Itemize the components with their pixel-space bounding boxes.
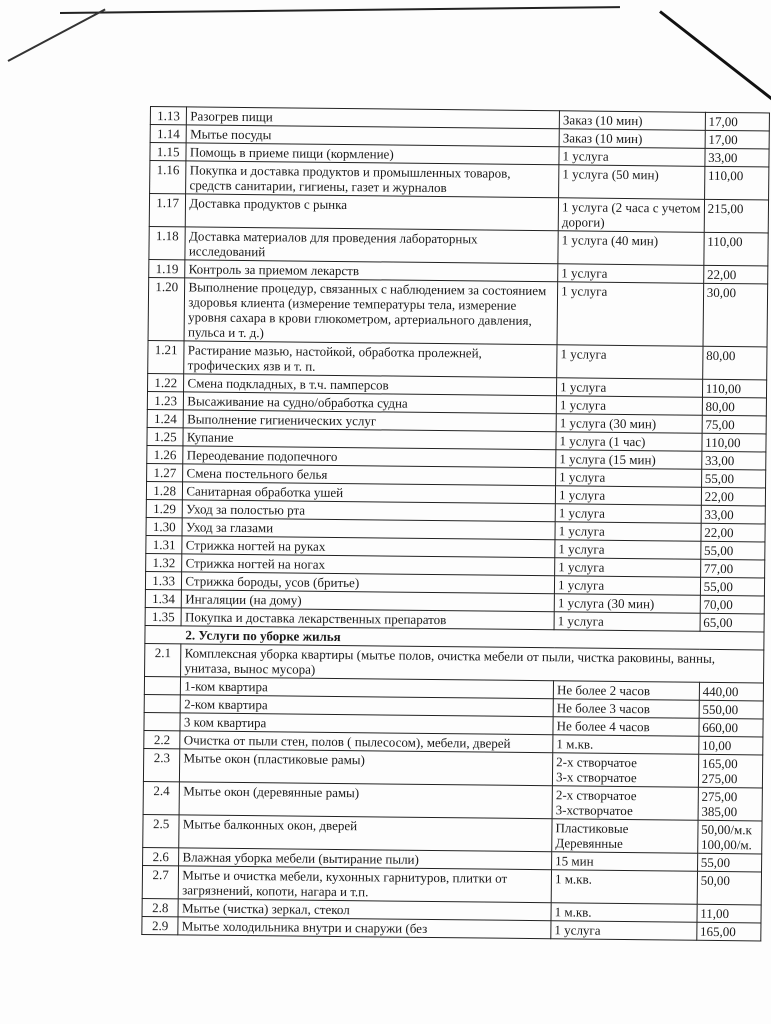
price-line: 165,00 bbox=[700, 923, 736, 940]
row-price bbox=[697, 853, 761, 872]
row-number: 1.31 bbox=[146, 535, 183, 553]
price-list-sheet bbox=[141, 106, 770, 941]
row-unit: 1 услуга bbox=[554, 612, 700, 632]
row-price: 22,00 bbox=[701, 523, 765, 542]
row-number: 1.14 bbox=[150, 125, 187, 143]
row-number: 2.1 bbox=[145, 643, 182, 676]
row-number: 1.33 bbox=[145, 571, 182, 589]
sub-price: 440,00 bbox=[699, 682, 763, 701]
sub-name: 2-ком квартира bbox=[181, 695, 554, 717]
row-price bbox=[698, 787, 763, 821]
row-name: Мытье посуды bbox=[187, 125, 560, 147]
row-name: Мытье окон (деревянные рамы) bbox=[179, 782, 552, 819]
row-unit: Заказ (10 мин) bbox=[559, 111, 705, 131]
row-price bbox=[698, 754, 763, 788]
row-unit bbox=[552, 786, 698, 821]
row-unit: Заказ (10 мин) bbox=[559, 129, 705, 149]
row-2-1 bbox=[144, 643, 764, 736]
row-number: 1.22 bbox=[148, 373, 185, 391]
row-unit: 1 услуга bbox=[558, 264, 704, 284]
price-line: 11,00 bbox=[700, 905, 730, 922]
row-name: Влажная уборка мебели (вытирание пыли) bbox=[179, 848, 552, 870]
row-unit: 1 услуга bbox=[555, 522, 701, 542]
row-name: Уход за глазами bbox=[182, 518, 555, 540]
row-number: 2.6 bbox=[143, 847, 180, 865]
row-number-empty bbox=[144, 712, 181, 730]
row-number: 2.8 bbox=[142, 898, 179, 916]
row-price: 110,00 bbox=[704, 232, 769, 266]
unit-line: 3-хстворчатое bbox=[555, 802, 633, 819]
row-unit: 1 услуга (30 мин) bbox=[554, 594, 700, 614]
section-2-body bbox=[142, 730, 763, 940]
row-unit: 1 услуга bbox=[557, 282, 703, 347]
row-price bbox=[697, 904, 761, 923]
price-line: 275,00 bbox=[701, 770, 738, 787]
price-line: 165,00 bbox=[701, 755, 738, 772]
row-unit: 1 услуга bbox=[556, 396, 702, 416]
row-unit: 1 услуга (40 мин) bbox=[558, 231, 704, 266]
sub-unit: Не более 2 часов bbox=[553, 681, 699, 701]
row-price: 110,00 bbox=[702, 433, 766, 452]
price-line: 10,00 bbox=[701, 737, 732, 754]
row-price bbox=[697, 922, 761, 941]
row-number: 1.23 bbox=[147, 391, 184, 409]
row-name: Выполнение гигиенических услуг bbox=[184, 410, 557, 432]
row-unit bbox=[552, 819, 698, 854]
row-unit: 1 услуга bbox=[555, 504, 701, 524]
row-name: Разогрев пищи bbox=[187, 107, 560, 129]
row-price: 75,00 bbox=[702, 415, 766, 434]
row-unit bbox=[552, 852, 698, 872]
row-name: Комплексная уборка квартиры (мытье полов, очистка мебели от пыли, чистка раковины, ванны, унитаза, вынос мусора) bbox=[181, 644, 764, 683]
row-number: 2.5 bbox=[143, 814, 180, 847]
row-name: Мытье балконных окон, дверей bbox=[179, 815, 552, 852]
row-number: 1.32 bbox=[146, 553, 183, 571]
row-price: 80,00 bbox=[702, 346, 767, 380]
row-number: 1.29 bbox=[146, 499, 183, 517]
row-number: 1.35 bbox=[145, 607, 182, 625]
row-number: 1.21 bbox=[148, 340, 185, 373]
row-price: 33,00 bbox=[701, 505, 765, 524]
price-line: 50,00 bbox=[700, 872, 730, 889]
row-unit: 1 услуга bbox=[554, 576, 700, 596]
sub-price: 550,00 bbox=[699, 700, 763, 719]
row-price: 33,00 bbox=[701, 451, 765, 470]
row-number-empty bbox=[144, 694, 181, 712]
unit-line: 1 услуга bbox=[554, 922, 601, 938]
row-unit: 1 услуга (15 мин) bbox=[556, 450, 702, 470]
unit-line: 15 мин bbox=[555, 853, 594, 869]
scan-edge-top bbox=[60, 6, 620, 14]
unit-line: 1 м.кв. bbox=[554, 904, 592, 920]
row-name: Контроль за приемом лекарств bbox=[185, 260, 558, 282]
row-number-empty bbox=[144, 676, 181, 694]
row-name: Покупка и доставка лекарственных препаратов bbox=[181, 608, 554, 630]
row-name: Очистка от пыли стен, полов ( пылесосом), мебели, дверей bbox=[180, 731, 553, 753]
row-name: Мытье холодильника внутри и снаружи (без bbox=[178, 917, 551, 939]
row-price: 70,00 bbox=[700, 595, 764, 614]
unit-line: 1 м.кв. bbox=[554, 871, 593, 887]
row-price: 215,00 bbox=[704, 199, 769, 233]
row-unit: 1 услуга bbox=[556, 468, 702, 488]
section-2-title: 2. Услуги по уборке жилья bbox=[145, 625, 764, 649]
price-table bbox=[141, 106, 770, 941]
row-price: 55,00 bbox=[701, 469, 765, 488]
row-number: 1.24 bbox=[147, 409, 184, 427]
row-number: 2.4 bbox=[143, 781, 180, 814]
row-price: 22,00 bbox=[703, 265, 767, 284]
row-name: Стрижка ногтей на руках bbox=[182, 536, 555, 558]
price-line: 385,00 bbox=[701, 803, 738, 820]
sub-unit: Не более 3 часов bbox=[553, 699, 699, 719]
row-name: Доставка продуктов с рынка bbox=[186, 194, 559, 231]
row-name: Купание bbox=[183, 428, 556, 450]
row-unit: 1 услуга (2 часа с учетом дороги) bbox=[558, 198, 704, 233]
sub-name: 1-ком квартира bbox=[181, 677, 554, 699]
row-price: 22,00 bbox=[701, 487, 765, 506]
row-price: 80,00 bbox=[702, 397, 766, 416]
scan-edge-left bbox=[8, 8, 106, 61]
row-name: Уход за полостью рта bbox=[183, 500, 556, 522]
unit-line: Пластиковые bbox=[555, 820, 629, 837]
row-unit bbox=[552, 753, 698, 788]
row-name: Доставка материалов для проведения лабораторных исследований bbox=[185, 227, 558, 264]
row-unit: 1 услуга bbox=[559, 147, 705, 167]
row-unit bbox=[551, 903, 697, 923]
unit-line: 3-х створчатое bbox=[555, 769, 637, 786]
price-line: 275,00 bbox=[701, 788, 738, 805]
row-name: Мытье и очистка мебели, кухонных гарнитуров, плитки от загрязнений, копоти, нагара и т.п. bbox=[179, 866, 552, 903]
row-unit: 1 услуга (30 мин) bbox=[556, 414, 702, 434]
row-name: Санитарная обработка ушей bbox=[183, 482, 556, 504]
row-unit: 1 услуга bbox=[555, 558, 701, 578]
row-name: Растирание мазью, настойкой, обработка пролежней, трофических язв и т. п. bbox=[184, 341, 557, 378]
row-price: 17,00 bbox=[705, 112, 769, 131]
price-line: 100,00/м. bbox=[700, 836, 752, 853]
section-1-body bbox=[145, 107, 769, 632]
row-name: Ингаляции (на дому) bbox=[182, 590, 555, 612]
row-name: Мытье окон (пластиковые рамы) bbox=[180, 749, 553, 786]
row-unit: 1 услуга (50 мин) bbox=[559, 165, 705, 200]
row-price: 33,00 bbox=[705, 148, 769, 167]
row-price bbox=[697, 871, 762, 905]
row-number: 2.7 bbox=[142, 865, 179, 898]
row-unit: 1 услуга bbox=[557, 345, 703, 380]
row-name: Смена постельного белья bbox=[183, 464, 556, 486]
row-number: 1.28 bbox=[146, 481, 183, 499]
row-number: 1.19 bbox=[149, 259, 186, 277]
row-number: 2.3 bbox=[143, 748, 180, 781]
row-unit bbox=[551, 870, 697, 905]
unit-line: 1 м.кв. bbox=[556, 736, 594, 752]
row-number: 1.17 bbox=[149, 194, 186, 227]
row-price bbox=[698, 736, 762, 755]
row-name: Мытье (чистка) зеркал, стекол bbox=[178, 899, 551, 921]
row-price: 17,00 bbox=[705, 130, 769, 149]
price-line: 50,00/м.к bbox=[701, 821, 752, 838]
sub-price: 660,00 bbox=[699, 718, 763, 737]
row-price: 55,00 bbox=[701, 541, 765, 560]
row-number: 1.27 bbox=[147, 463, 184, 481]
row-price bbox=[697, 820, 762, 854]
row-name: Переодевание подопечного bbox=[183, 446, 556, 468]
row-number: 1.15 bbox=[150, 143, 187, 161]
row-name: Стрижка бороды, усов (бритье) bbox=[182, 572, 555, 594]
unit-line: 2-х створчатое bbox=[555, 787, 637, 804]
row-name: Помощь в приеме пищи (кормление) bbox=[186, 143, 559, 165]
row-name: Выполнение процедур, связанных с наблюдением за состоянием здоровья клиента (измерение температуры тела, измерение уровня сахара в крови глюкометром, артериального давления, пульса и т. д.) bbox=[184, 278, 557, 345]
row-unit: 1 услуга bbox=[555, 486, 701, 506]
row-unit: 1 услуга bbox=[555, 540, 701, 560]
row-number: 1.16 bbox=[150, 161, 187, 194]
row-name: Смена подкладных, в т.ч. памперсов bbox=[184, 374, 557, 396]
unit-line: 2-х створчатое bbox=[556, 754, 637, 771]
row-unit: 1 услуга bbox=[557, 378, 703, 398]
row-unit: 1 услуга (1 час) bbox=[556, 432, 702, 452]
row-number: 1.26 bbox=[147, 445, 184, 463]
row-name: Стрижка ногтей на ногах bbox=[182, 554, 555, 576]
row-number: 1.25 bbox=[147, 427, 184, 445]
row-number: 2.9 bbox=[142, 916, 179, 934]
row-price: 110,00 bbox=[702, 379, 766, 398]
sub-name: 3 ком квартира bbox=[180, 713, 553, 735]
unit-line: Деревянные bbox=[555, 835, 623, 851]
row-price: 30,00 bbox=[703, 283, 768, 347]
row-unit bbox=[553, 735, 699, 755]
row-unit bbox=[551, 921, 697, 941]
price-line: 55,00 bbox=[700, 854, 731, 871]
scan-corner-fold bbox=[659, 10, 771, 111]
row-name: Высаживание на судно/обработка судна bbox=[184, 392, 557, 414]
row-number: 1.30 bbox=[146, 517, 183, 535]
row-number: 1.18 bbox=[149, 226, 186, 259]
table-row bbox=[148, 277, 768, 346]
sub-unit: Не более 4 часов bbox=[553, 717, 699, 737]
row-number: 1.34 bbox=[145, 589, 182, 607]
row-number: 1.20 bbox=[148, 277, 185, 340]
row-number: 2.2 bbox=[144, 730, 181, 748]
row-price: 110,00 bbox=[704, 166, 769, 200]
row-number: 1.13 bbox=[150, 107, 187, 125]
row-price: 77,00 bbox=[700, 559, 764, 578]
row-name: Покупка и доставка продуктов и промышленных товаров, средств санитарии, гигиены, газет и журналов bbox=[186, 161, 559, 198]
row-price: 65,00 bbox=[700, 613, 764, 632]
row-price: 55,00 bbox=[700, 577, 764, 596]
